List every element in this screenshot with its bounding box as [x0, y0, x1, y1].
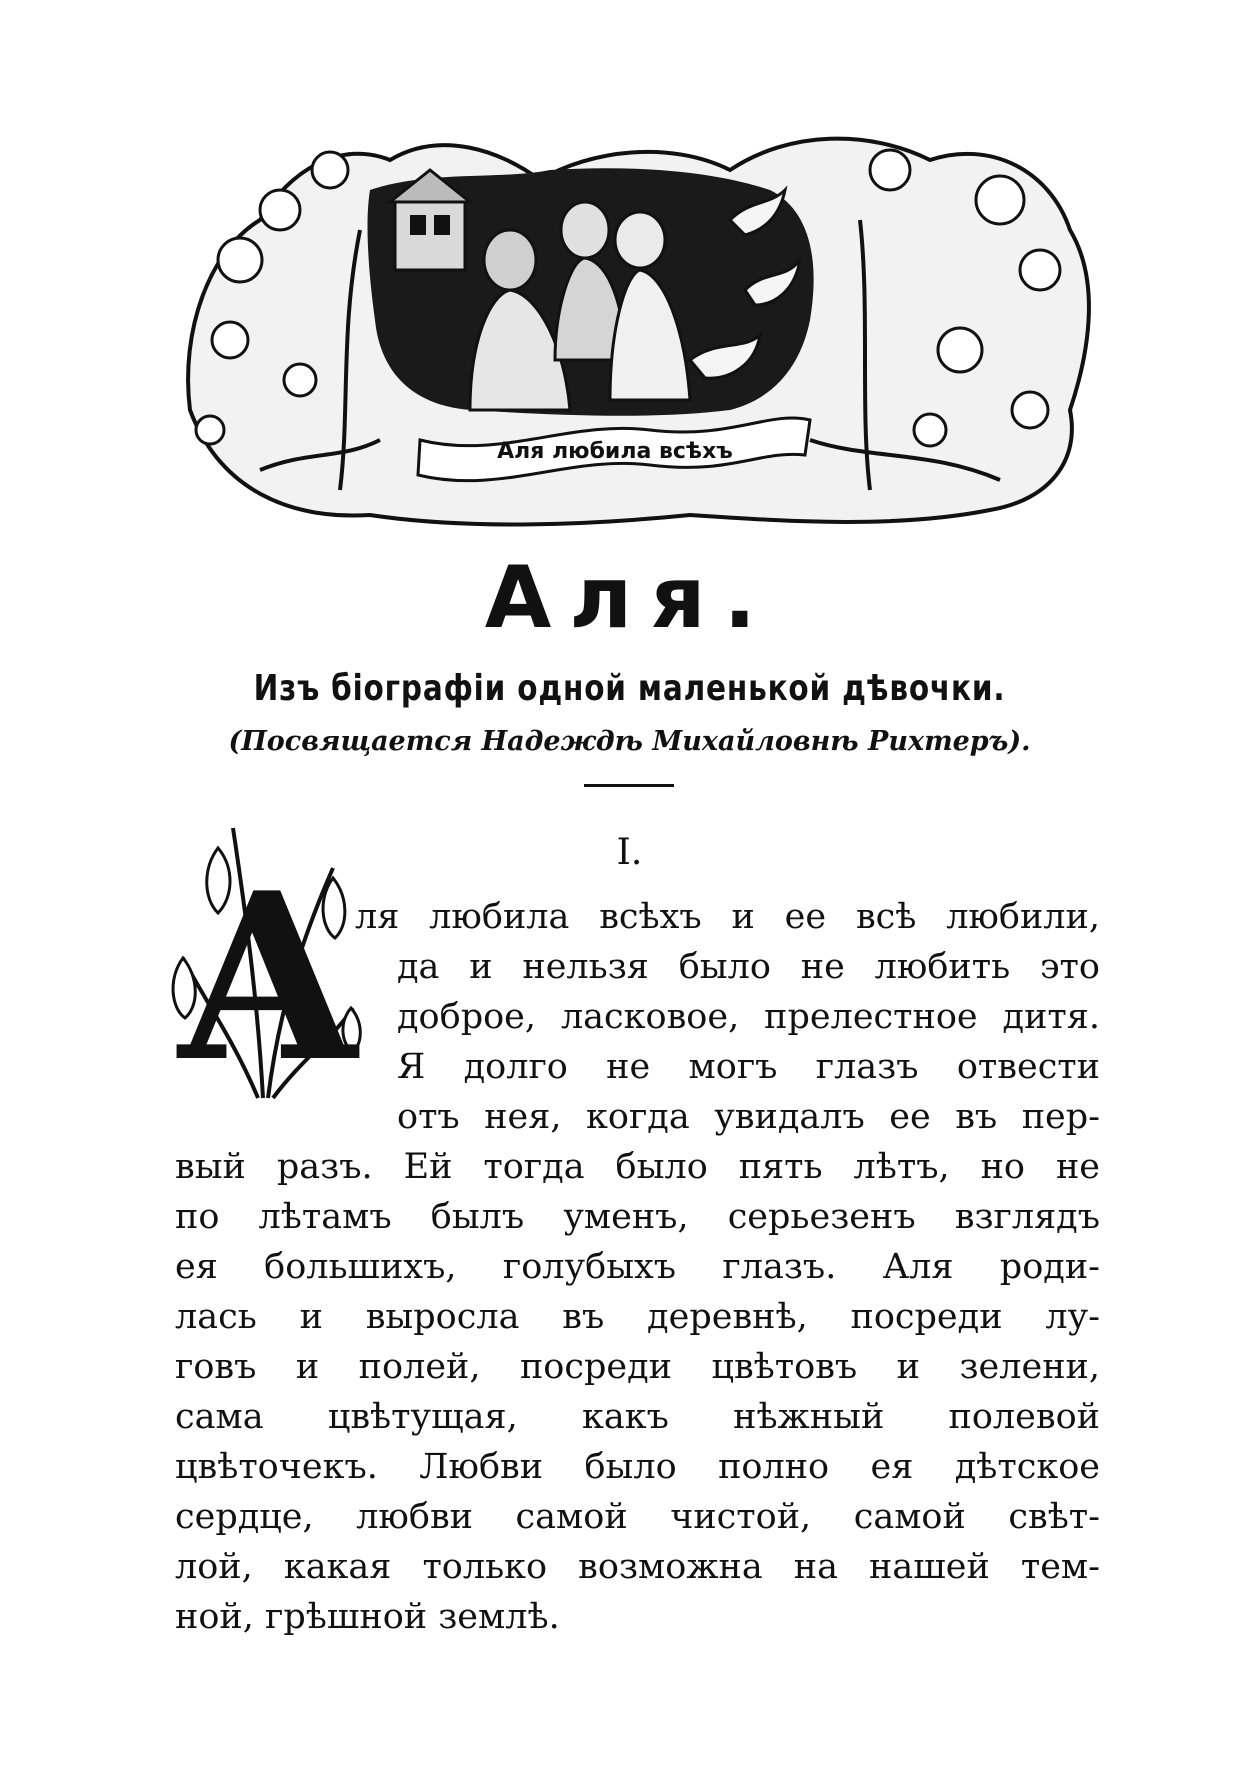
text-line: да и нельзя было не любить это — [397, 947, 1100, 987]
text-line: ной, грѣшной землѣ. — [175, 1597, 560, 1637]
text-line: говъ и полей, посреди цвѣтовъ и зелени, — [175, 1347, 1100, 1387]
divider-rule — [584, 784, 674, 787]
text-line: лой, какая только возможна на нашей тем- — [175, 1547, 1100, 1587]
dedication: (Посвящается Надеждѣ Михайловнѣ Рихтеръ). — [228, 726, 1031, 757]
headpiece-illustration — [170, 110, 1100, 530]
text-line: доброе, ласковое, прелестное дитя. — [397, 997, 1100, 1037]
text-line: по лѣтамъ былъ уменъ, серьезенъ взглядъ — [175, 1197, 1100, 1237]
vignette-caption: Аля любила всѣхъ — [497, 439, 733, 464]
text-line: ея большихъ, голубыхъ глазъ. Аля роди- — [175, 1247, 1100, 1287]
text-line: вый разъ. Ей тогда было пять лѣтъ, но не — [175, 1147, 1100, 1187]
text-line: отъ нея, когда увидалъ ее въ пер- — [397, 1097, 1100, 1137]
page-title: Аля. — [484, 548, 775, 648]
text-line: ля любила всѣхъ и ее всѣ любили, — [355, 897, 1100, 937]
drop-cap-letter: А — [174, 843, 362, 1108]
text-line: цвѣточекъ. Любви было полно ея дѣтское — [175, 1447, 1100, 1487]
text-line: сама цвѣтущая, какъ нѣжный полевой — [175, 1397, 1100, 1437]
chapter-number: I. — [616, 832, 643, 873]
text-line: сердце, любви самой чистой, самой свѣт- — [175, 1497, 1100, 1537]
text-line: Я долго не могъ глазъ отвести — [397, 1047, 1100, 1087]
drop-cap — [163, 808, 363, 1108]
floral-vignette-icon — [170, 110, 1100, 530]
text-line: лась и выросла въ деревнѣ, посреди лу- — [175, 1297, 1100, 1337]
subtitle: Изъ біографіи одной маленькой дѣвочки. — [253, 668, 1006, 709]
snowdrop-initial-icon — [163, 808, 363, 1108]
